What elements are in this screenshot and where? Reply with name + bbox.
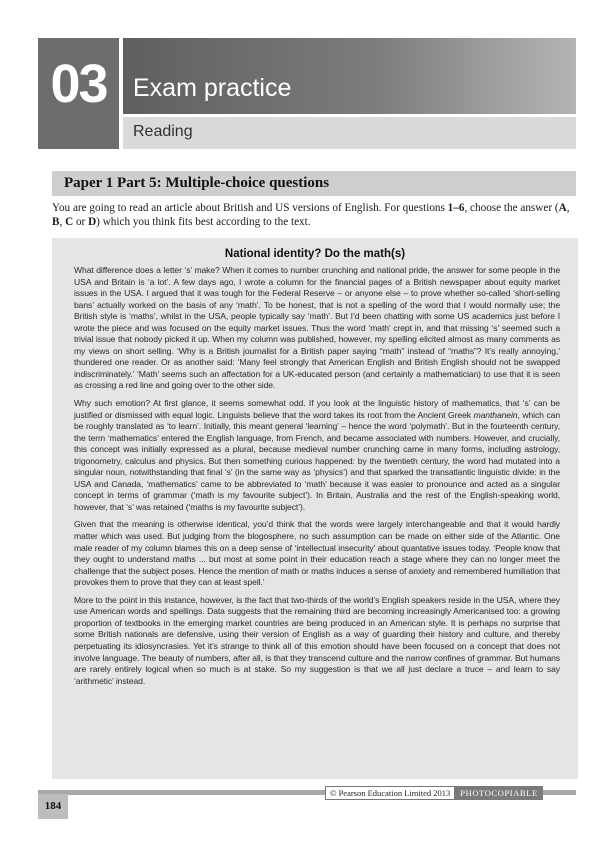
page-number: 184 (38, 794, 68, 819)
article-paragraph-4: More to the point in this instance, however, is the fact that two-thirds of the world’s English speakers reside in the USA, where they use American words and spellings. Data suggests that the remaining third are becoming increasingly Americanised too: a growing proportion of textbooks in the emerging market countries are being produced in an American style. It is perhaps no surprise that some British nationals are defensive, using their version of English as a way of guarding their history and culture, and thereby perpetuating its idiosyncrasies. Yet it’s strange to think all of this emotion should have been focused on a concept that does not involve language. The beauty of numbers, after all, is that they transcend culture and the narrow confines of grammar. But humans are rarely entirely logical when so much is at stake. So my suggestion is that we all just declare a truce – and learn to say ‘arithmetic’ instead. (74, 594, 560, 686)
article-paragraph-3: Given that the meaning is otherwise identical, you’d think that the words were largely interchangeable and that it would hardly matter which was used. But judging from the blogosphere, no such assumption can be made on either side of the Atlantic. One male reader of my column blames this on a deep sense of ‘intellectual insecurity’ about quantative issues today. ‘People know that they ought to understand maths ... but most at some point in their education reach a stage where they can no longer meet the challenge that the subject poses. Hence the mention of math or maths induces a sense of anxiety and remembered humiliation that provokes them to prove that they can at least spell.’ (74, 519, 560, 588)
photocopiable-badge: PHOTOCOPIABLE (455, 786, 543, 800)
separator-1: , (566, 202, 570, 214)
separator-3: or (73, 216, 89, 228)
unit-number-block (38, 38, 119, 149)
unit-number: 03 (50, 54, 107, 114)
article-title: National identity? Do the math(s) (224, 248, 406, 260)
article-body (74, 265, 560, 693)
unit-header (38, 38, 576, 149)
task-instructions (52, 201, 576, 229)
subtitle-banner (123, 117, 576, 149)
section-heading-bar (52, 171, 576, 196)
article-paragraph-1: What difference does a letter ‘s’ make? When it comes to number crunching and national pride, the answer for some people in the USA and Britain is ‘a lot’. A few days ago, I wrote a column for the financial pages of a British newspaper about equity market issues in the USA. I argued that it was tough for the Federal Reserve – or anyone else – to prove whether so-called ‘short-selling bans’ actually worked on the basis of any ‘math’. To be honest, that is not a spelling of the word that I would normally use; the British style is ‘maths’, whilst in the USA, people typically say ‘math’. But I’d been chatting with some US academics just before I wrote the piece and was focused on the equity market issues. Thus the word ‘math’ crept in, and that missing ‘s’ seemed such a trivial issue that nobody picked it up. When my column was published, however, my spelling elicited almost as many comments as my views on short selling. ‘Why is a British journalist for a British paper saying “math” instead of “maths”? It’s really annoying,’ thundered one reader. Or as another said: ‘Many feel strongly that American English and British English should not be swapped indiscriminately.’ ‘Math’ seems such an affectation for a UK-educated person (and certainly a mathematician) to use that it is seen as crossing a red line and going over to the other side. (74, 265, 560, 391)
option-b: B (52, 216, 60, 228)
copyright-notice (325, 786, 543, 800)
greek-term: manthanein (473, 409, 518, 420)
question-range: 1–6 (447, 202, 465, 214)
article-box (52, 238, 578, 779)
copyright-text: © Pearson Education Limited 2013 (325, 786, 455, 800)
article-paragraph-2 (74, 398, 560, 513)
option-a: A (558, 202, 567, 214)
separator-2: , (59, 216, 66, 228)
option-d: D (88, 216, 97, 228)
instructions-text-1: You are going to read an article about British and US versions of English. For questions (52, 202, 448, 214)
instructions-text-3: ) which you think fits best according to the text. (96, 216, 311, 228)
paragraph-2-text-b: , which can be roughly translated as ‘to learn’. Initially, this meant general ‘learning’ – hence the word ‘polymath’. But in the fourteenth century, the term ‘mathematics’ entered the English language, from French, and became associated with numbers. However, and crucially, this concept was initially expressed as a plural, because medieval number crunching came in many forms, including astrology, trigonometry, calculus and physics. But then something curious happened: by the twentieth century, the word had mutated into a singular noun, notwithstanding that final ‘s’ (in the same way as ‘physics’) and that sparked the transatlantic linguistic divide: in the USA and Canada, ‘mathematics’ came to be abbreviated to ‘math’ because it was easier to pronounce and acted as a singular concept in terms of grammar (‘math is my favourite subject’). In Britain, Australia and the rest of the English-speaking world, however, that ‘s’ was retained (‘maths is my favourite subject’). (74, 409, 560, 512)
page-subtitle: Reading (133, 123, 193, 140)
title-banner (123, 38, 576, 114)
paragraph-2-text-a: Why such emotion? At first glance, it seems somewhat odd. If you look at the linguistic history of mathematics, that ‘s’ can be justified or dismissed with equal logic. Linguists believe that the word takes its root from the Ancient Greek (74, 398, 560, 420)
option-c: C (65, 216, 74, 228)
instructions-text-2: , choose the answer ( (464, 202, 559, 214)
page-title: Exam practice (133, 74, 292, 102)
section-title: Paper 1 Part 5: Multiple-choice questions (64, 175, 330, 191)
